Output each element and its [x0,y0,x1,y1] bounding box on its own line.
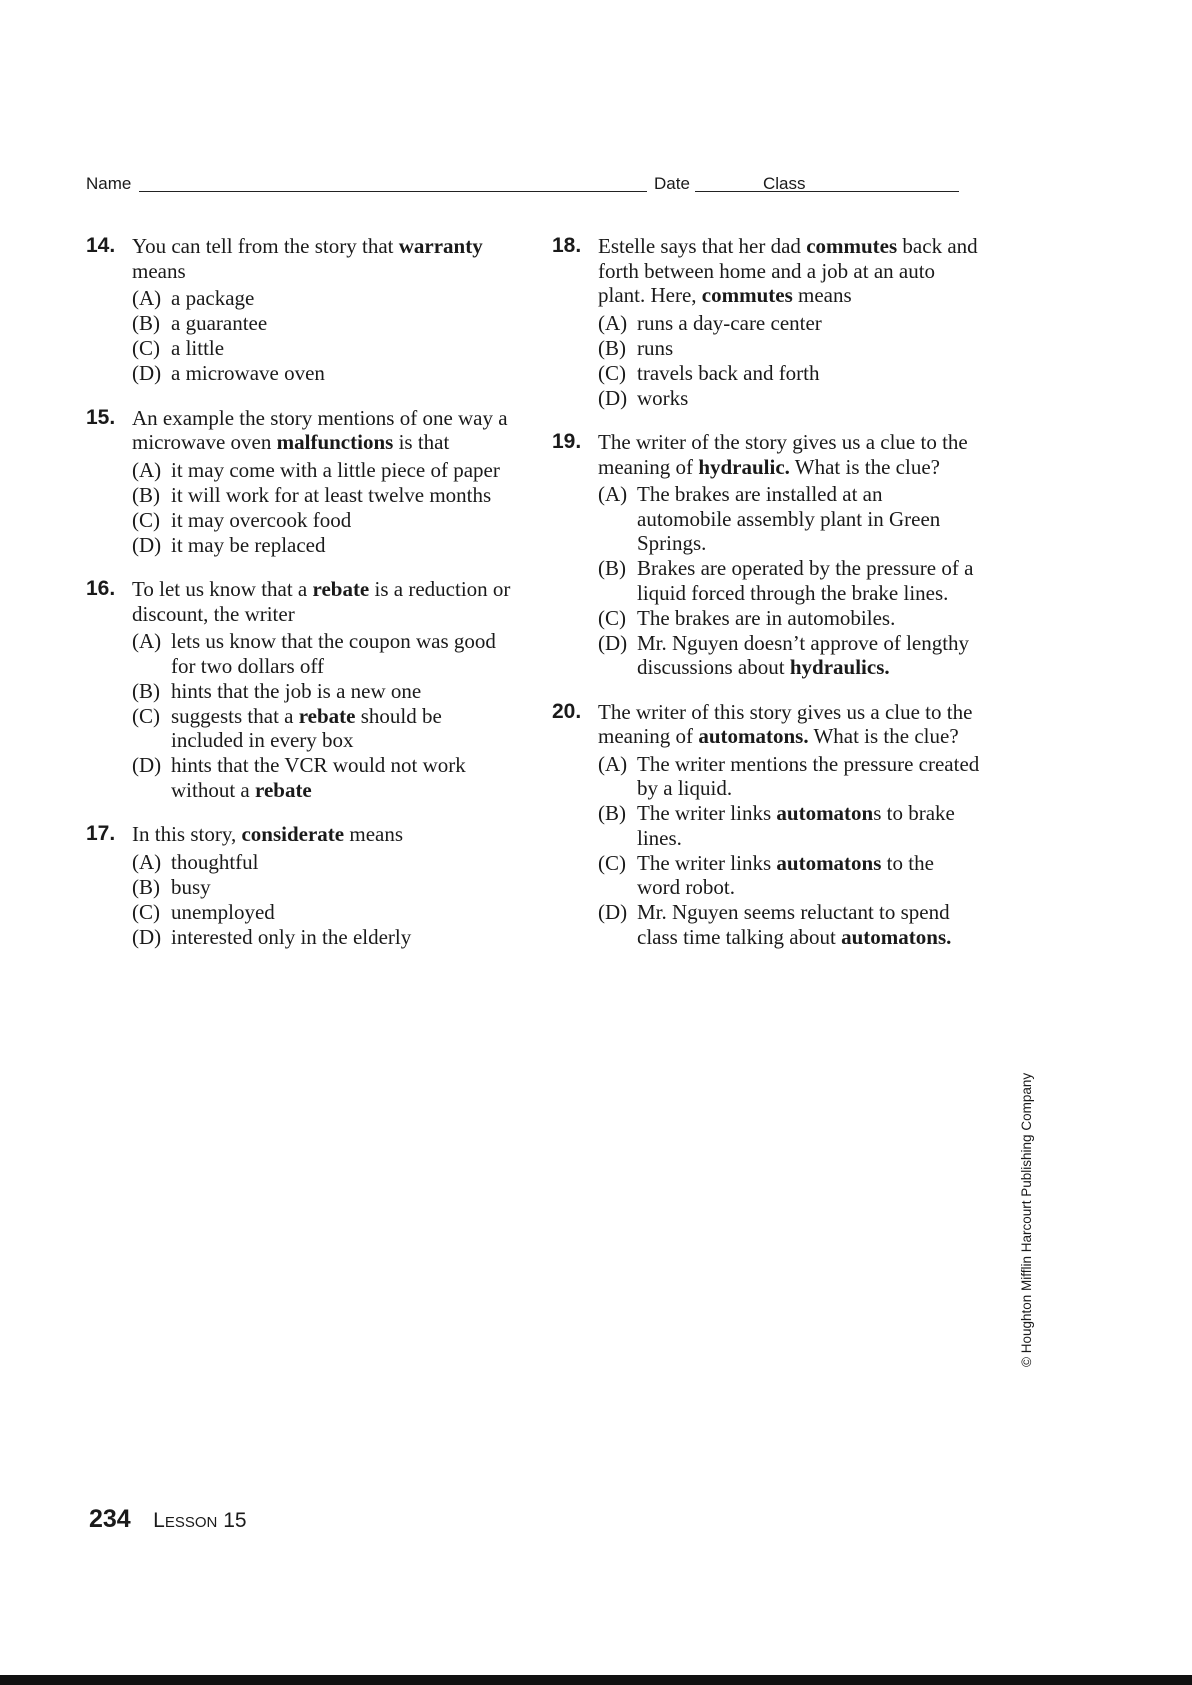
option-text: runs a day-care center [637,310,822,335]
option-text: Mr. Nguyen doesn’t approve of lengthy discussions about hydraulics. [637,630,970,679]
answer-option [598,801,982,850]
answer-option [132,925,516,950]
question-stem: You can tell from the story that warranty means [132,234,483,283]
option-letter: (D) [132,924,162,949]
option-text: it may be replaced [171,532,326,557]
question-item [86,406,516,558]
option-letter: (D) [132,753,162,777]
option-letter: (A) [598,310,628,335]
question-item [552,234,982,410]
answer-options [598,482,982,680]
answer-option [132,704,516,753]
option-text: Brakes are operated by the pressure of a liquid forced through the brake lines. [637,556,974,605]
option-text: travels back and forth [637,360,820,385]
answer-option [132,311,516,336]
option-text: thoughtful [171,849,259,874]
question-item [552,430,982,680]
option-text: hints that the job is a new one [171,678,422,703]
option-letter: (D) [598,630,628,655]
option-text: The writer mentions the pressure created by a liquid. [637,751,980,800]
option-text: a guarantee [171,311,268,335]
option-text: a package [171,286,255,310]
option-letter: (A) [132,457,162,482]
option-letter: (B) [132,311,160,335]
question-stem: To let us know that a rebate is a reduction or discount, the writer [132,577,511,626]
question-stem: An example the story mentions of one way a microwave oven malfunctions is that [132,405,508,454]
left-question-column [86,234,516,969]
option-text: a microwave oven [171,361,325,385]
question-number: 15. [86,405,116,429]
answer-option [132,483,516,508]
option-text: lets us know that the coupon was good for two dollars off [171,629,496,678]
option-letter: (D) [598,900,628,924]
answer-option [132,533,516,558]
option-text: unemployed [171,899,275,924]
option-letter: (D) [132,532,162,557]
question-item [86,577,516,802]
option-letter: (C) [132,703,160,728]
page-footer [89,1505,247,1534]
name-date-class-header [86,174,966,198]
option-text: The writer links automatons to the word robot. [637,850,934,899]
option-letter: (B) [598,801,626,825]
bottom-border [0,1675,1192,1685]
answer-option [598,336,982,361]
question-number: 14. [86,234,116,257]
answer-option [132,286,516,311]
option-text: Mr. Nguyen seems reluctant to spend class time talking about automatons. [637,900,952,949]
option-letter: (C) [132,336,160,360]
right-question-column [552,234,982,969]
option-text: suggests that a rebate should be included in every box [171,703,442,752]
option-letter: (A) [598,751,628,776]
option-letter: (B) [132,678,160,703]
lesson-label: Lesson 15 [153,1509,247,1532]
answer-option [598,900,982,949]
option-text: it may come with a little piece of paper [171,457,500,482]
answer-options [598,752,982,950]
answer-option [132,336,516,361]
answer-options [132,458,516,558]
question-stem: The writer of the story gives us a clue to the meaning of hydraulic. What is the clue? [598,430,968,479]
option-text: it will work for at least twelve months [171,482,492,507]
answer-option [132,361,516,386]
option-letter: (C) [598,850,626,875]
option-letter: (A) [132,629,162,653]
option-text: busy [171,874,211,899]
option-text: The brakes are installed at an automobile assembly plant in Green Springs. [637,482,941,555]
option-letter: (B) [598,556,626,580]
question-number: 17. [86,822,116,845]
name-line [139,191,647,192]
option-text: runs [637,335,674,360]
answer-option [598,556,982,605]
answer-options [598,311,982,411]
option-letter: (B) [598,335,626,360]
question-number: 19. [552,430,582,453]
option-letter: (C) [598,360,626,385]
option-letter: (B) [132,874,160,899]
option-letter: (A) [132,286,162,310]
option-text: it may overcook food [171,507,352,532]
answer-options [132,286,516,386]
answer-option [598,482,982,556]
option-text: works [637,385,689,410]
option-text: hints that the VCR would not work without a rebate [171,753,466,802]
class-label: Class [763,174,806,193]
answer-option [132,875,516,900]
page-number: 234 [89,1505,131,1533]
option-letter: (B) [132,482,160,507]
option-text: The writer links automatons to brake lines. [637,801,955,850]
class-line [811,191,959,192]
option-letter: (D) [598,385,628,410]
option-letter: (D) [132,361,162,385]
answer-options [132,850,516,950]
question-item [552,700,982,950]
answer-option [598,631,982,680]
date-label: Date [654,174,690,193]
answer-option [598,606,982,631]
option-letter: (A) [598,482,628,506]
question-stem: In this story, considerate means [132,822,404,846]
question-number: 16. [86,577,116,600]
option-letter: (C) [598,605,626,630]
answer-option [132,458,516,483]
answer-option [598,752,982,801]
option-letter: (A) [132,849,162,874]
answer-option [132,900,516,925]
question-stem: Estelle says that her dad commutes back and forth between home and a job at an auto plant. Here, commutes means [598,234,978,307]
option-letter: (C) [132,899,160,924]
answer-option [132,679,516,704]
question-item [86,234,516,386]
answer-option [132,850,516,875]
option-text: a little [171,336,225,360]
option-text: interested only in the elderly [171,924,412,949]
answer-option [132,753,516,802]
answer-option [598,361,982,386]
option-text: The brakes are in automobiles. [637,605,896,630]
question-stem: The writer of this story gives us a clue to the meaning of automatons. What is the clue? [598,699,973,748]
answer-option [132,629,516,678]
question-number: 20. [552,699,582,723]
answer-option [598,851,982,900]
answer-option [598,386,982,411]
answer-option [598,311,982,336]
name-label: Name [86,174,132,193]
answer-option [132,508,516,533]
question-item [86,822,516,949]
question-number: 18. [552,234,582,257]
copyright-notice: © Houghton Mifflin Harcourt Publishing Company [1019,1072,1034,1367]
option-letter: (C) [132,507,160,532]
answer-options [132,629,516,802]
